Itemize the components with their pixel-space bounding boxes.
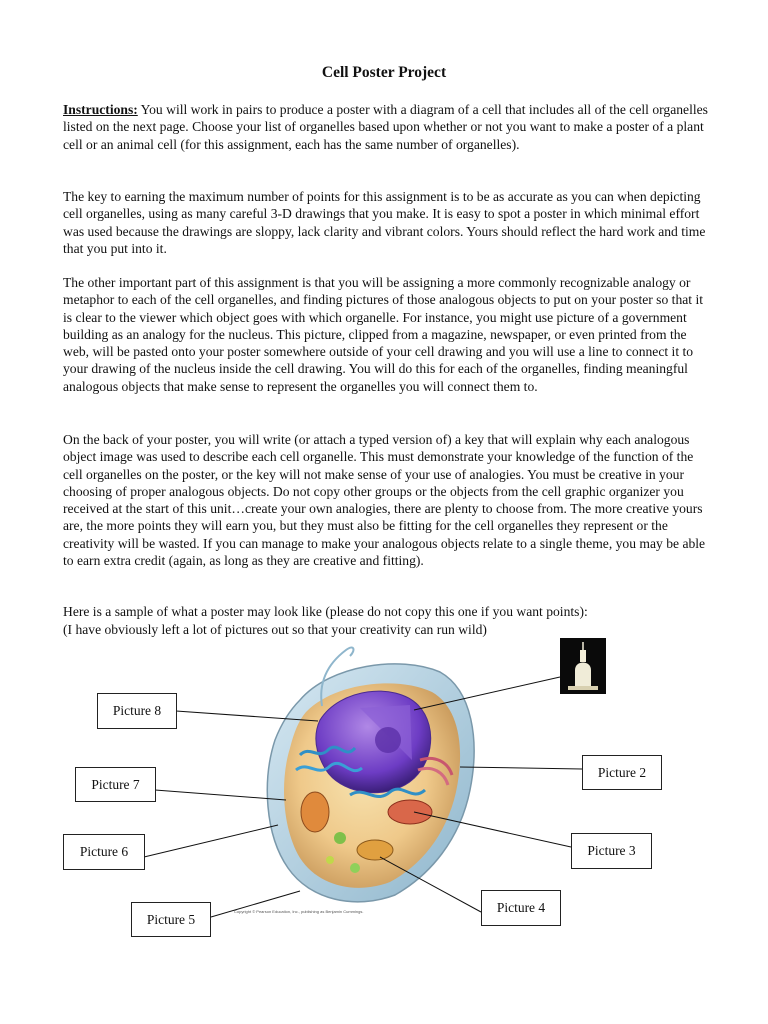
line-picture-2 — [460, 767, 582, 769]
paragraph-analogy: The other important part of this assignment is that you will be assigning a more commonly recognizable analogy or metaphor to each of the cell organelles, and finding pictures of those analogous objects to put on your poster so that it is clear to the viewer which object goes with which organelle. For instance, you might use picture of a government building as an analogy for the nucleus. This picture, clipped from a magazine, newspaper, or even printed from the web, will be pasted onto your poster somewhere outside of your cell drawing and you will use a line to connect it to your drawing of the nucleus inside the cell drawing. You will do this for each of the organelles, finding meaningful analogous objects that make sense to represent the organelles you will connect them to. — [63, 275, 704, 394]
picture-2-box: Picture 2 — [582, 755, 662, 790]
line-picture-6 — [144, 825, 278, 857]
picture-4-box: Picture 4 — [481, 890, 561, 926]
page-title: Cell Poster Project — [321, 64, 447, 81]
picture-8-box: Picture 8 — [97, 693, 177, 729]
instructions-label: Instructions: — [63, 102, 138, 117]
paragraph-sample: Here is a sample of what a poster may look like (please do not copy this one if you want points): — [63, 604, 588, 619]
paragraph-key: On the back of your poster, you will write (or attach a typed version of) a key that will explain why each analogous object image was used to describe each cell organelle. This must demonstrate your knowledge of the function of the cell organelles on the poster, or the key will not make sense of your use of analogies. You must be creative in your choosing of proper analogous objects. Do not copy other groups or the objects from the cell graphic organizer you received at the start of this unit…create your own analogies, there are plenty to choose from. The more creative yours are, the more points they will earn you, but they must also be fitting for the cell organelles they represent or the creativity will be wasted. If you can manage to make your analogous objects relate to a single theme, you may be able to earn extra credit (again, as long as they are creative and fitting). — [63, 432, 706, 569]
picture-6-box: Picture 6 — [63, 834, 145, 870]
picture-7-box: Picture 7 — [75, 767, 156, 802]
capitol-picture — [560, 638, 606, 694]
figure-copyright: Copyright © Pearson Education, Inc., publishing as Benjamin Cummings. — [234, 909, 364, 914]
picture-5-box: Picture 5 — [131, 902, 211, 937]
picture-3-box: Picture 3 — [571, 833, 652, 869]
paragraph-accuracy: The key to earning the maximum number of points for this assignment is to be as accurate as you can when depicting cell organelles, using as many careful 3-D drawings that you make. It is easy to spot a poster in which minimal effort was used because the drawings are sloppy, lack clarity and vibrant colors. Yours should reflect the hard work and time that you put into it. — [63, 189, 706, 256]
instructions-text: You will work in pairs to produce a poster with a diagram of a cell that includes all of the cell organelles listed on the next page. Choose your list of organelles based upon whether or not you want to make a poster of a plant cell or an animal cell (for this assignment, each has the same number of organelles). — [63, 102, 708, 152]
cell-illustration — [267, 648, 474, 902]
paragraph-note: (I have obviously left a lot of pictures out so that your creativity can run wild) — [63, 622, 487, 637]
line-picture-7 — [155, 790, 286, 800]
